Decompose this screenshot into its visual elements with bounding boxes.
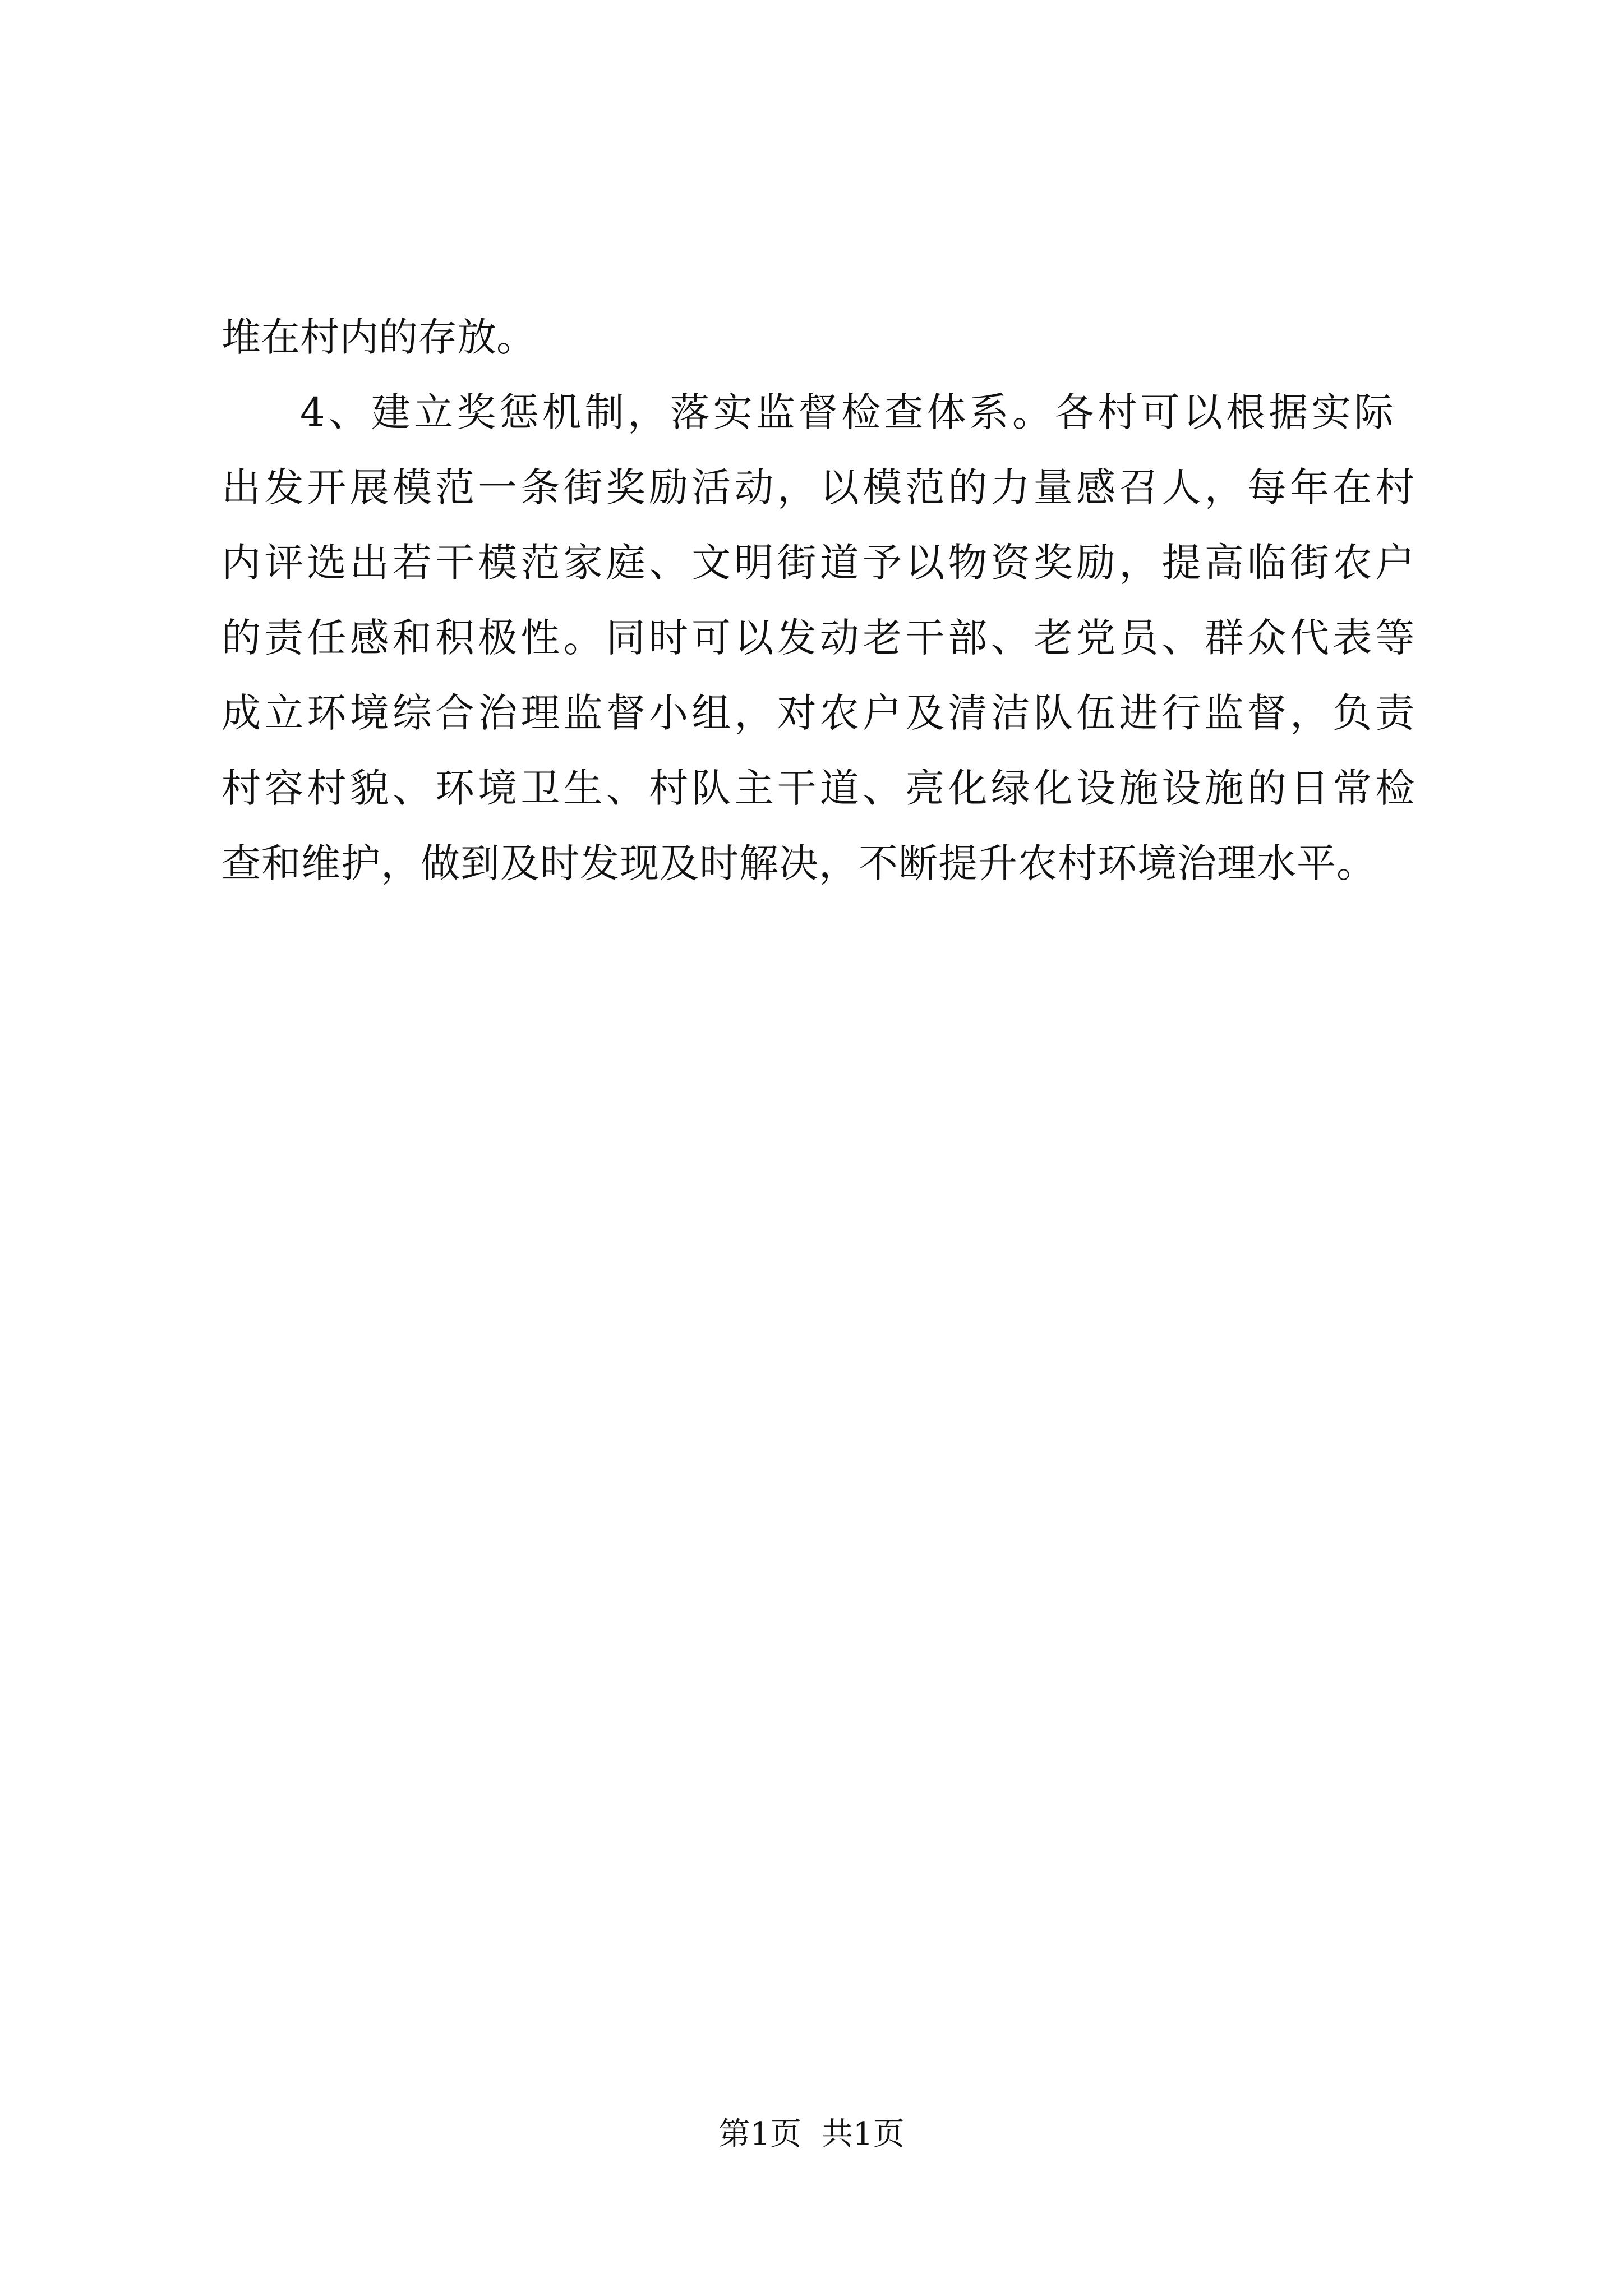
paragraph-line-8: 查和维护，做到及时发现及时解决，不断提升农村环境治理水平。 (222, 840, 1376, 886)
paragraph-line-1: 堆在村内的存放。 (222, 314, 536, 360)
paragraph-line-5: 的责任感和积极性。同时可以发动老干部、老党员、群众代表等 (222, 615, 1418, 661)
paragraph-line-3: 出发开展模范一条街奖励活动，以模范的力量感召人，每年在村 (222, 464, 1418, 510)
page-footer (0, 2115, 1623, 2154)
paragraph-line-7: 村容村貌、环境卫生、村队主干道、亮化绿化设施设施的日常检 (222, 765, 1418, 811)
paragraph-line-2: 4、建立奖惩机制，落实监督检查体系。各村可以根据实际 (300, 389, 1397, 435)
page-number-total: 共1页 (822, 2116, 905, 2152)
paragraph-line-4: 内评选出若干模范家庭、文明街道予以物资奖励，提高临街农户 (222, 540, 1418, 586)
paragraph-line-6: 成立环境综合治理监督小组，对农户及清洁队伍进行监督，负责 (222, 690, 1418, 736)
page-number-current: 第1页 (718, 2116, 801, 2152)
